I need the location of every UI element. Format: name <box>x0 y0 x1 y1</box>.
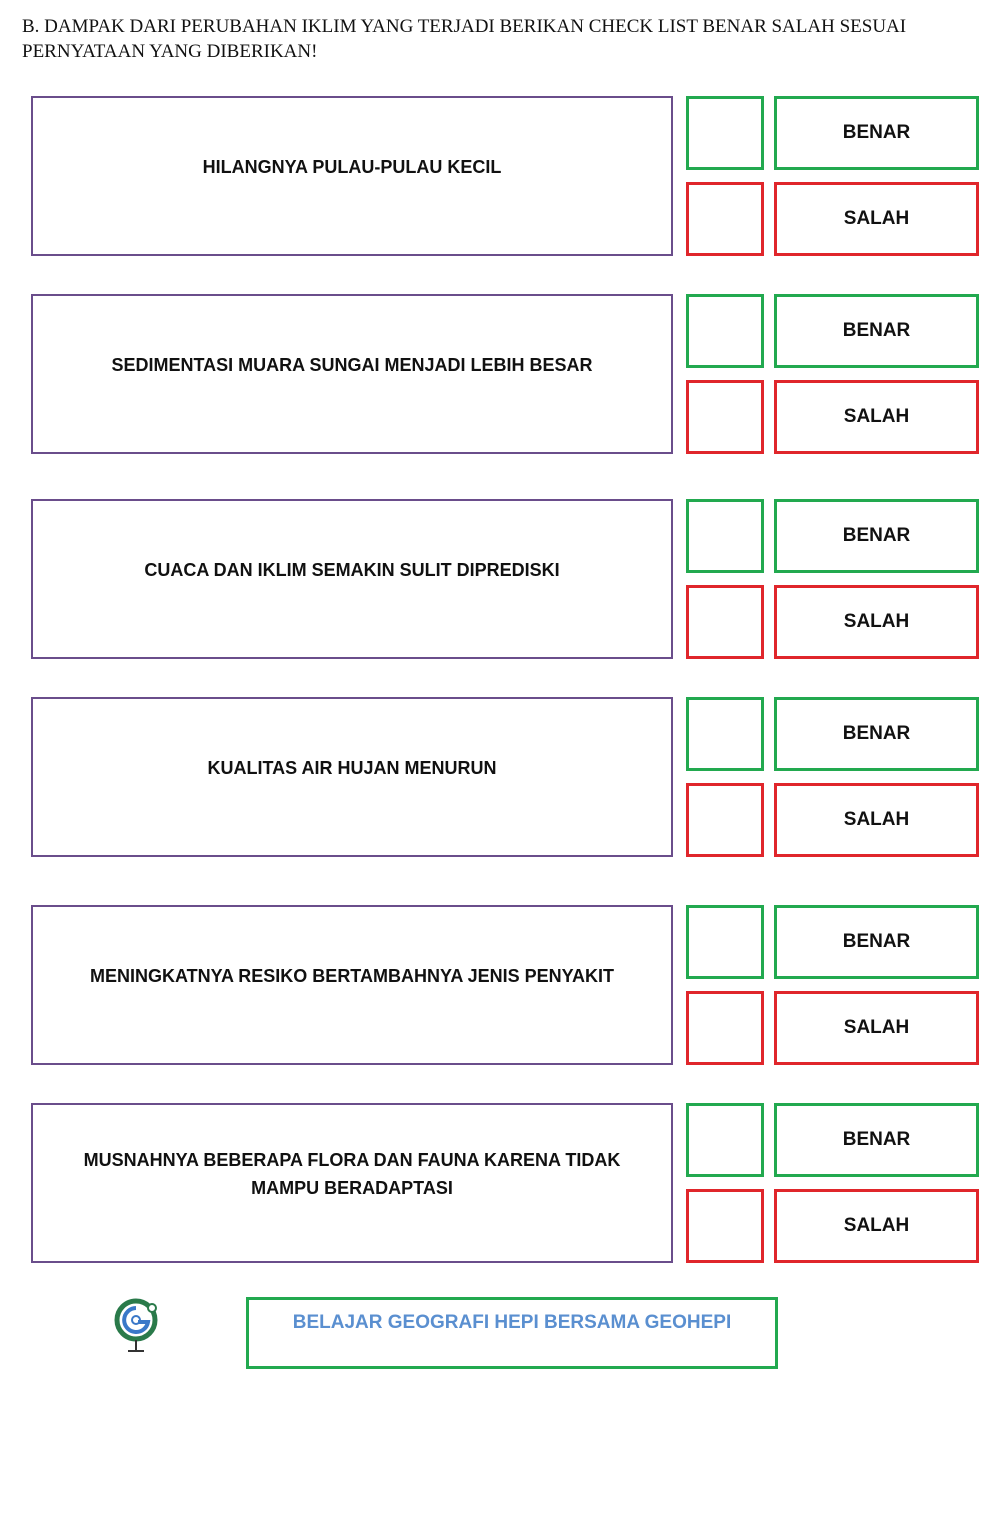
benar-option[interactable]: BENAR <box>774 499 979 573</box>
salah-option[interactable]: SALAH <box>774 182 979 256</box>
question-item <box>0 697 1000 861</box>
benar-checkbox[interactable] <box>686 697 764 771</box>
salah-checkbox[interactable] <box>686 182 764 256</box>
benar-checkbox[interactable] <box>686 499 764 573</box>
salah-option[interactable]: SALAH <box>774 1189 979 1263</box>
statement-box <box>31 96 673 256</box>
salah-option[interactable]: SALAH <box>774 991 979 1065</box>
statement-text: MENINGKATNYA RESIKO BERTAMBAHNYA JENIS PENYAKIT <box>89 966 615 986</box>
benar-option[interactable]: BENAR <box>774 294 979 368</box>
footer-banner: BELAJAR GEOGRAFI HEPI BERSAMA GEOHEPI <box>246 1297 778 1369</box>
salah-option[interactable]: SALAH <box>774 585 979 659</box>
benar-option[interactable]: BENAR <box>774 905 979 979</box>
globe-logo-icon <box>112 1296 164 1356</box>
statement-box <box>31 1103 673 1263</box>
question-item <box>0 499 1000 663</box>
statement-box <box>31 499 673 659</box>
salah-checkbox[interactable] <box>686 1189 764 1263</box>
salah-option[interactable]: SALAH <box>774 783 979 857</box>
question-item <box>0 1103 1000 1267</box>
question-item <box>0 905 1000 1069</box>
salah-checkbox[interactable] <box>686 380 764 454</box>
salah-option[interactable]: SALAH <box>774 380 979 454</box>
instructions-text: B. DAMPAK DARI PERUBAHAN IKLIM YANG TERJADI BERIKAN CHECK LIST BENAR SALAH SESUAI PERNYATAAN YANG DIBERIKAN! <box>22 16 907 62</box>
benar-checkbox[interactable] <box>686 1103 764 1177</box>
salah-checkbox[interactable] <box>686 585 764 659</box>
salah-checkbox[interactable] <box>686 783 764 857</box>
benar-checkbox[interactable] <box>686 96 764 170</box>
salah-checkbox[interactable] <box>686 991 764 1065</box>
statement-box <box>31 294 673 454</box>
statement-text: KUALITAS AIR HUJAN MENURUN <box>207 758 497 778</box>
statement-text: HILANGNYA PULAU-PULAU KECIL <box>202 157 502 177</box>
statement-box <box>31 905 673 1065</box>
question-item <box>0 294 1000 458</box>
statement-text: SEDIMENTASI MUARA SUNGAI MENJADI LEBIH BESAR <box>111 355 593 375</box>
benar-option[interactable]: BENAR <box>774 697 979 771</box>
benar-option[interactable]: BENAR <box>774 1103 979 1177</box>
statement-text: CUACA DAN IKLIM SEMAKIN SULIT DIPREDISKI <box>144 560 560 580</box>
statement-box <box>31 697 673 857</box>
statement-text: MUSNAHNYA BEBERAPA FLORA DAN FAUNA KARENA TIDAK MAMPU BERADAPTASI <box>83 1150 621 1198</box>
benar-checkbox[interactable] <box>686 905 764 979</box>
benar-checkbox[interactable] <box>686 294 764 368</box>
benar-option[interactable]: BENAR <box>774 96 979 170</box>
question-item <box>0 96 1000 260</box>
